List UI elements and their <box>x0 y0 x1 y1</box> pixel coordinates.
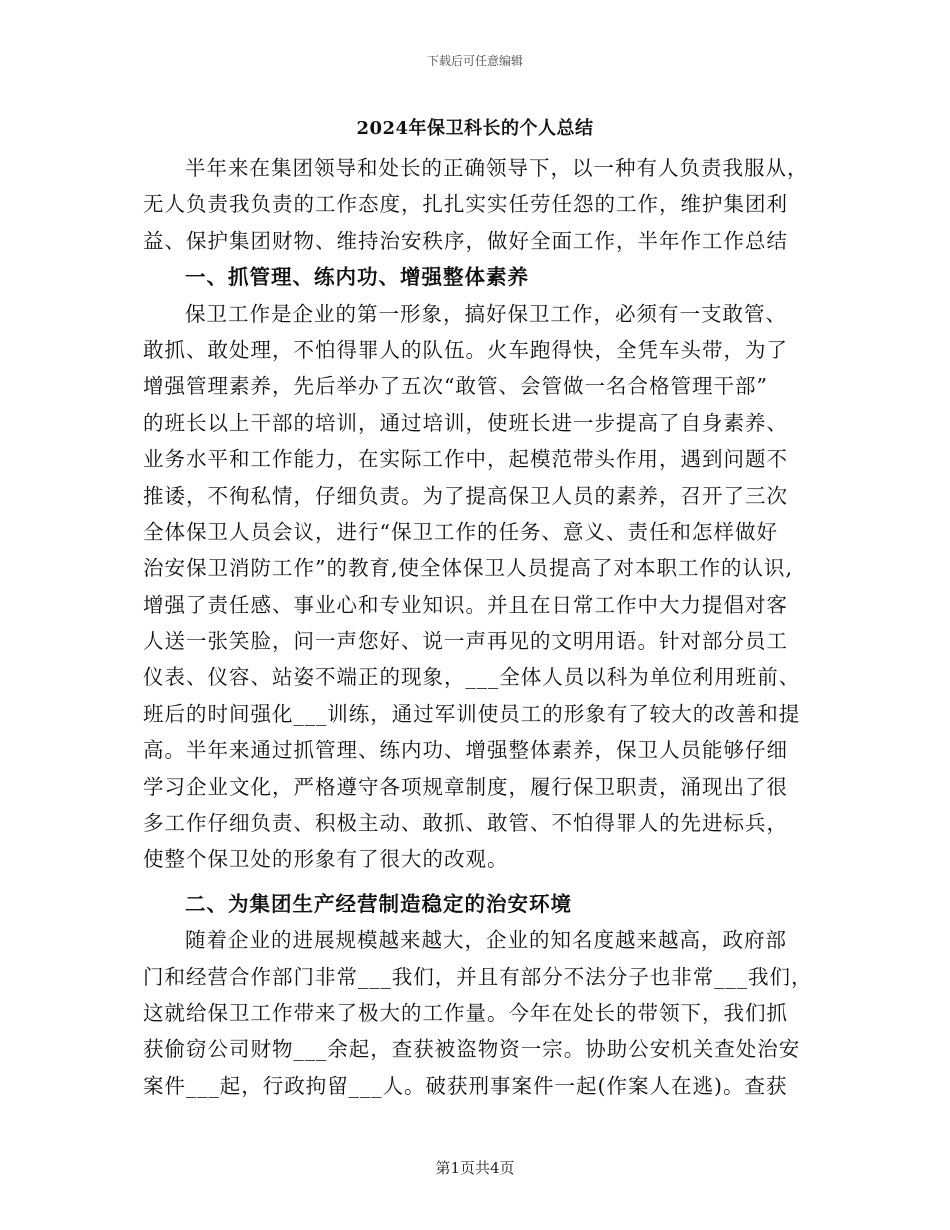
paragraph-line: 人送一张笑脸，问一声您好、说一声再见的文明用语。针对部分员工 <box>143 629 788 654</box>
paragraph-line: 推诿，不徇私情，仔细负责。为了提高保卫人员的素养，召开了三次 <box>143 483 788 508</box>
document-body <box>143 150 815 1104</box>
section-gap <box>143 878 815 886</box>
paragraph-line: 仪表、仪容、站姿不端正的现象，___全体人员以科为单位利用班前、 <box>143 665 801 690</box>
paragraph-line: 增强管理素养，先后举办了五次“敢管、会管做一名合格管理干部” <box>143 374 768 399</box>
paragraph-line: 高。半年来通过抓管理、练内功、增强整体素养，保卫人员能够仔细 <box>143 738 788 763</box>
paragraph-line: 获偷窃公司财物___余起，查获被盗物资一宗。协助公安机关查处治安 <box>143 1037 801 1062</box>
paragraph-line: 无人负责我负责的工作态度，扎扎实实任劳任怨的工作，维护集团利 <box>143 192 788 217</box>
paragraph-line: 益、保护集团财物、维持治安秩序，做好全面工作，半年作工作总结 <box>143 228 788 253</box>
paragraph-line: 学习企业文化，严格遵守各项规章制度，履行保卫职责，涌现出了很 <box>143 774 788 799</box>
paragraph-line: 的班长以上干部的培训，通过培训，使班长进一步提高了自身素养、 <box>143 410 788 435</box>
paragraph-line: 增强了责任感、事业心和专业知识。并且在日常工作中大力提倡对客 <box>143 592 788 617</box>
page-footer: 第1页共4页 <box>435 1159 515 1177</box>
paragraph-line: 敢抓、敢处理，不怕得罪人的队伍。火车跑得快，全凭车头带，为了 <box>143 337 788 362</box>
paragraph-line: 治安保卫消防工作”的教育,使全体保卫人员提高了对本职工作的认识, <box>143 556 794 581</box>
paragraph-line: 业务水平和工作能力，在实际工作中，起模范带头作用，遇到问题不 <box>143 447 788 472</box>
paragraph-line: 使整个保卫处的形象有了很大的改观。 <box>143 847 509 872</box>
paragraph-line: 班后的时间强化___训练，通过军训使员工的形象有了较大的改善和提 <box>143 701 801 726</box>
section-heading-1: 一、抓管理、练内功、增强整体素养 <box>185 265 529 290</box>
paragraph-line: 全体保卫人员会议，进行“保卫工作的任务、意义、责任和怎样做好 <box>143 519 778 544</box>
paragraph-line: 随着企业的进展规模越来越大，企业的知名度越来越高，政府部 <box>185 928 787 953</box>
paragraph-line: 这就给保卫工作带来了极大的工作量。今年在处长的带领下，我们抓 <box>143 1000 788 1025</box>
document-title: 2024年保卫科长的个人总结 <box>356 118 594 139</box>
paragraph-line: 案件___起，行政拘留___人。破获刑事案件一起(作案人在逃)。查获 <box>143 1073 788 1098</box>
paragraph-line: 门和经营合作部门非常___我们，并且有部分不法分子也非常___我们， <box>143 964 813 989</box>
paragraph-line: 多工作仔细负责、积极主动、敢抓、敢管、不怕得罪人的先进标兵， <box>143 811 788 836</box>
paragraph-line: 半年来在集团领导和处长的正确领导下，以一种有人负责我服从， <box>185 156 809 180</box>
section-heading-2: 二、为集团生产经营制造稳定的治安环境 <box>185 891 572 916</box>
header-note: 下载后可任意编辑 <box>426 54 523 68</box>
paragraph-line: 保卫工作是企业的第一形象，搞好保卫工作，必须有一支敢管、 <box>185 301 787 326</box>
